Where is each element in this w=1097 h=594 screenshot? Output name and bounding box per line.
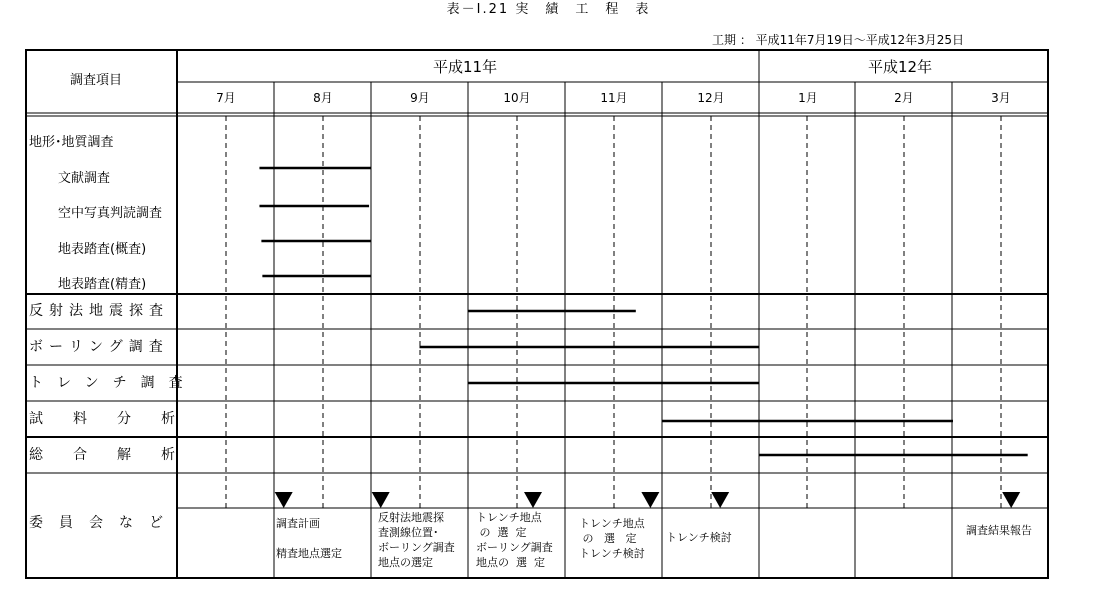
committee-note-aug: 調査計画 精査地点選定: [276, 517, 342, 560]
committee-marker: [641, 492, 659, 508]
month-jul: 7月: [216, 91, 236, 105]
month-mar: 3月: [991, 91, 1011, 105]
task-reflection-seismic: 反射法地震探査: [29, 303, 169, 319]
committee-note-oct: トレンチ地点 の 選 定 ボーリング調査 地点の 選 定: [476, 511, 553, 569]
committee-marker: [711, 492, 729, 508]
committee-note-dec: トレンチ検討: [666, 531, 732, 544]
month-dec: 12月: [697, 91, 725, 105]
task-aerial-photo: 空中写真判読調査: [58, 206, 163, 221]
task-survey-rough: 地表踏査(概査): [58, 242, 147, 257]
task-trench: トレンチ調査: [29, 375, 197, 391]
construction-period: 工期 ： 平成11年7月19日～平成12年3月25日: [712, 33, 964, 47]
month-jan: 1月: [798, 91, 818, 105]
committee-markers: [275, 492, 1021, 508]
row-dividers: [26, 294, 1048, 508]
task-sample-analysis: 試料分析: [29, 411, 205, 427]
task-literature: 文献調査: [58, 171, 111, 186]
task-boring: ボーリング調査: [29, 339, 169, 355]
month-nov: 11月: [600, 91, 628, 105]
committee-note-mar: 調査結果報告: [966, 524, 1032, 537]
task-committee: 委員会など: [29, 515, 179, 531]
month-feb: 2月: [894, 91, 914, 105]
task-survey-detail: 地表踏査(精査): [58, 277, 147, 292]
committee-marker: [372, 492, 390, 508]
schedule-bars: [259, 168, 1027, 455]
year-heisei-12: 平成12年: [868, 58, 933, 76]
committee-marker: [524, 492, 542, 508]
committee-marker: [275, 492, 293, 508]
committee-note-sep: 反射法地震探 査測線位置･ ボーリング調査 地点の選定: [378, 511, 455, 569]
month-aug: 8月: [313, 91, 333, 105]
month-oct: 10月: [503, 91, 531, 105]
committee-note-nov: トレンチ地点 の 選 定 トレンチ検討: [579, 517, 645, 560]
task-comprehensive-analysis: 総合解析: [29, 447, 205, 463]
month-sep: 9月: [410, 91, 430, 105]
committee-marker: [1002, 492, 1020, 508]
item-column-header: 調査項目: [70, 73, 123, 88]
table-title: 表－Ⅰ.21 実 績 工 程 表: [446, 2, 651, 17]
year-heisei-11: 平成11年: [433, 58, 498, 76]
task-group-geology: 地形･地質調査: [29, 135, 114, 150]
